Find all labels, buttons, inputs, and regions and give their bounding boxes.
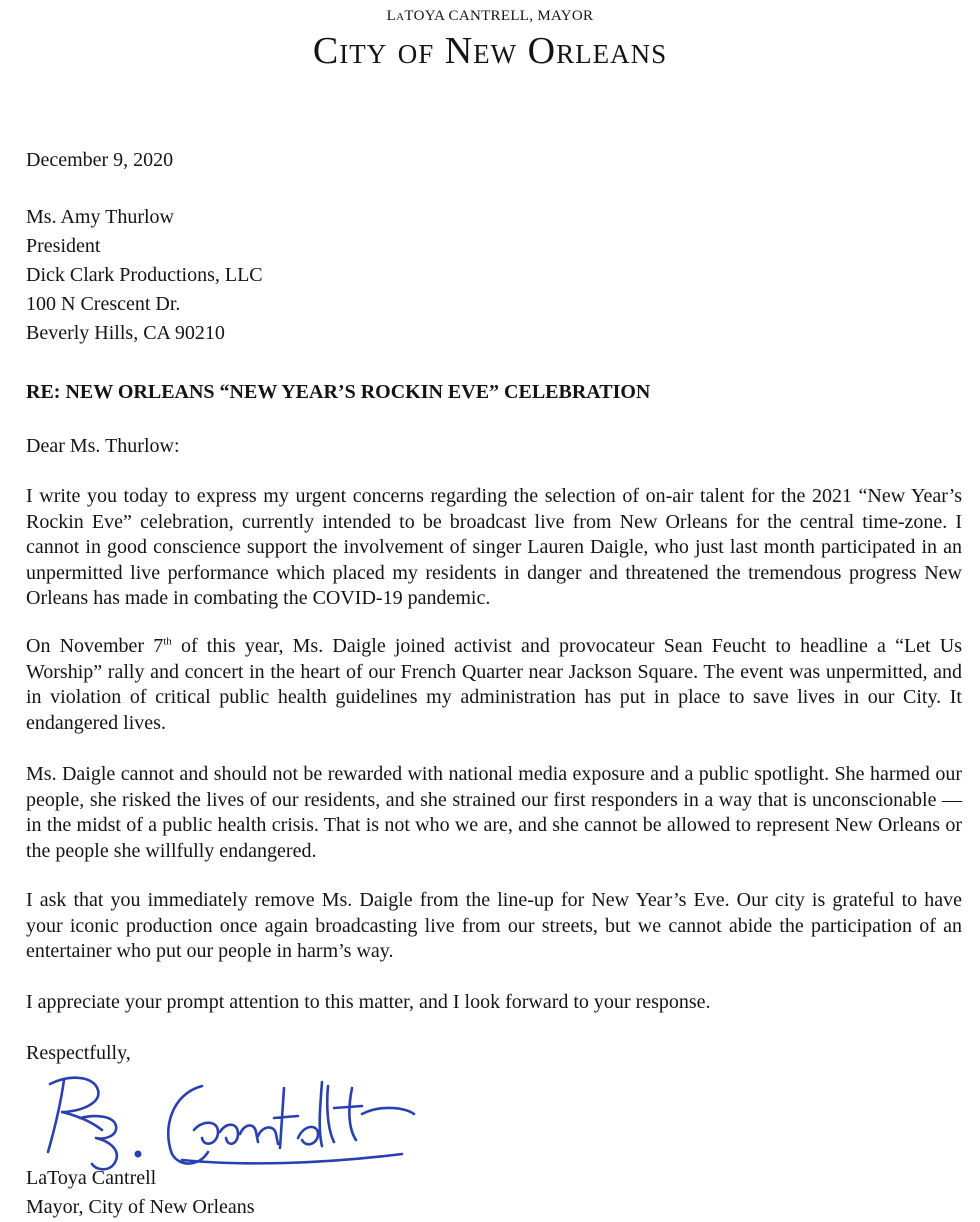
recipient-company: Dick Clark Productions, LLC [26,264,263,286]
body-paragraph-2-start: On November 7 [26,635,164,657]
recipient-street: 100 N Crescent Dr. [26,293,181,315]
recipient-name: Ms. Amy Thurlow [26,206,174,228]
body-paragraph-2 [26,634,962,736]
body-paragraph-4: I ask that you immediately remove Ms. Daigle from the line-up for New Year’s Eve. Our city is grateful to have your iconic production once again broadcasting live from our streets, but we cannot abide the participation of an entertainer who put our people in harm’s way. [26,889,962,963]
body-paragraph-5: I appreciate your prompt attention to this matter, and I look forward to your response. [26,991,711,1013]
signer-name: LaToya Cantrell [26,1167,157,1189]
recipient-address [26,203,962,348]
body-paragraph-3: Ms. Daigle cannot and should not be rewarded with national media exposure and a public spotlight. She harmed our people, she risked the lives of our residents, and she strained our first responders in a way that is unconscionable — in the midst of a public health crisis. That is not who we are, and she cannot be allowed to represent New Orleans or the people she willfully endangered. [26,763,962,862]
letterhead-city: City of New Orleans [312,30,668,72]
body-paragraph-1: I write you today to express my urgent concerns regarding the selection of on-air talent for the 2021 “New Year’s Rockin Eve” celebration, currently intended to be broadcast live from New Orleans for the central time-zone. I cannot in good conscience support the involvement of singer Lauren Daigle, who just last month participated in an unpermitted live performance which placed my residents in danger and threatened the tremendous progress New Orleans has made in combating the COVID-19 pandemic. [26,485,962,610]
letterhead-mayor: LaTOYA CANTRELL, MAYOR [386,8,594,24]
salutation: Dear Ms. Thurlow: [26,435,180,457]
ordinal-suffix: th [163,635,172,648]
signer-title: Mayor, City of New Orleans [26,1196,255,1218]
recipient-city: Beverly Hills, CA 90210 [26,322,225,344]
signature-block [26,1164,255,1222]
body-paragraph-2-rest: of this year, Ms. Daigle joined activist and provocateur Sean Feucht to headline a “Let Us Worship” rally and concert in the heart of our French Quarter near Jackson Square. The event was unpermitted, and in violation of critical public health guidelines my administration has put in place to save lives in our City. It endangered lives. [26,635,963,734]
closing: Respectfully, [26,1042,131,1064]
subject-line: RE: NEW ORLEANS “NEW YEAR’S ROCKIN EVE” CELEBRATION [26,381,651,403]
letter-date: December 9, 2020 [26,149,174,171]
signature-image [22,1068,422,1178]
letterhead [0,6,980,74]
recipient-title: President [26,235,101,257]
